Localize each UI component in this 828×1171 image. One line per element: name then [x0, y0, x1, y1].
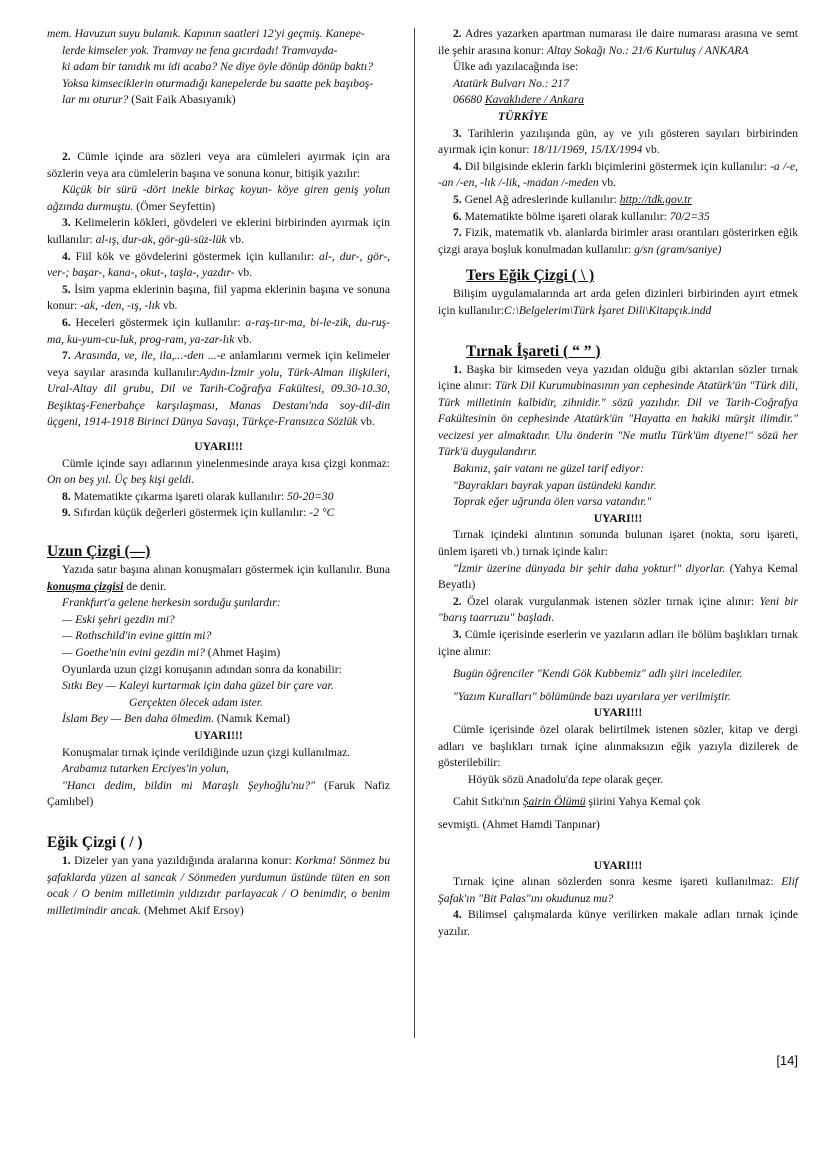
example-line: "Bayrakları bayrak yapan üstündeki kandır. — [453, 478, 657, 492]
example-text: -2 °C — [309, 506, 335, 520]
rule-suffix: vb. — [162, 299, 178, 313]
rule-text: Cümle içinde ara sözleri veya ara cümleleri ayırmak için ara sözlerin veya ara cümlelerin başına ve sonuna konur, bitişik yazılır: — [47, 149, 390, 180]
rule-number: 3. — [453, 628, 462, 641]
rule-suffix: vb. — [645, 143, 660, 157]
poem-line: Yoksa kimseciklerin oturmadığı kanepelerde bu saatte pek başıboş- — [62, 76, 374, 90]
example-text: Aydın-İzmir yolu, Türk-Alman ilişkileri, Ural-Altay dil grubu, Dil ve Tarih-Coğrafya Fakültesi, 09.30-10.30, Beşiktaş-Fenerbahçe karşılaşması, Manas Destanı'nda soy-dil-din üçgeni, 1914-1918 Birinci Dünya Savaşı, Türkçe-Fransızca Sözlük — [47, 365, 390, 429]
rule-7 — [47, 348, 390, 431]
rule-number: 9. — [62, 506, 71, 520]
section-heading-tirnak-isareti: Tırnak İşareti ( “ ” ) — [466, 342, 601, 360]
address-line: Atatürk Bulvarı No.: 217 — [453, 76, 569, 90]
right-column — [438, 26, 798, 941]
example-line-author — [47, 778, 390, 811]
rule-number: 7. — [62, 349, 71, 363]
rule-text: Bilişim uygulamalarında art arda gelen dizinleri birbirinden ayırt etmek için kullanılır: — [438, 287, 798, 317]
rule-number: 6. — [453, 209, 462, 223]
ters-rule — [438, 286, 798, 319]
rule-text: İsim yapma eklerinin başına, fiil yapma eklerinin başına ve sonuna konur: — [47, 282, 390, 313]
example-text: Küçük bir sürü -dört inekle birkaç koyun- köye giren geniş yolun ağzında durmuştu. — [47, 183, 390, 213]
url-link[interactable]: http://tdk.gov.tr — [619, 192, 692, 206]
example-author: (Ömer Seyfettin) — [136, 199, 216, 213]
rule-5 — [47, 282, 390, 315]
warning-body: Cümle içinde sayı adlarının yinelenmesinde araya kısa çizgi konmaz: — [62, 456, 390, 470]
warning-text — [47, 456, 390, 489]
example-line — [438, 794, 798, 811]
section-heading-uzun-cizgi: Uzun Çizgi (—) — [47, 543, 151, 561]
intro-text: Yazıda satır başına alınan konuşmaları göstermek için kullanılır. Buna — [62, 563, 390, 577]
rule-number: 6. — [62, 315, 71, 329]
example-text: "İzmir üzerine dünyada bir şehir daha yoktur!" diyorlar. — [453, 561, 726, 575]
dialogue-line: Sıtkı Bey — Kaleyi kurtarmak için daha güzel bir çare var. — [62, 679, 334, 693]
tirnak-rule-1 — [438, 362, 798, 462]
rule-2-example — [47, 182, 390, 215]
example-text: a-raş-tır-ma, bi-le-zik, du-ruş-ma, ku-yum-cu-luk, prog-ram, ya-zar-lık — [47, 315, 391, 346]
rule-number: 4. — [453, 159, 462, 173]
rule-text: Başka bir kimseden veya yazıdan olduğu gibi aktarılan sözler tırnak içine alınır: — [438, 362, 798, 393]
rule-number: 8. — [62, 489, 71, 503]
rule-suffix: vb. — [360, 415, 375, 429]
example-line: Toprak eğer uğrunda ölen varsa vatandır." — [453, 495, 652, 509]
warning-body: Tırnak içine alınan sözlerden sonra kesme işareti kullanılmaz: — [453, 875, 774, 889]
example-text: 18/11/1969, 15/IX/1994 — [532, 143, 643, 157]
rule-text: Fiil kök ve gövdelerini göstermek için kullanılır: — [75, 249, 315, 263]
rule-suffix: vb. — [601, 176, 617, 190]
example-line: Arabamız tutarken Erciyes'in yolun, — [62, 762, 229, 776]
left-column — [47, 26, 390, 919]
rule-text: Bilimsel çalışmalarda künye verilirken makale adları tırnak içinde yazılır. — [438, 908, 798, 938]
district-city: Kavaklıdere / Ankara — [484, 93, 585, 107]
warning-title: UYARI!!! — [194, 728, 243, 742]
egik-rule-7 — [438, 225, 798, 258]
example-text: Elif Şafak'ın "Bit Palas"ını okudunuz mu? — [438, 875, 799, 905]
example-line: — Rothschild'in evine gittin mi? — [62, 629, 212, 643]
example-text: -a /-e, -an /-en, -lık /-lik, -madan /-meden — [438, 159, 798, 190]
rule-number: 1. — [453, 362, 462, 376]
example-author: (Ahmet Haşim) — [207, 646, 281, 659]
example-author: (Mehmet Akif Ersoy) — [143, 903, 244, 917]
example-text: C:\Belgelerim\Türk İşaret Dili\Kitapçık.indd — [504, 303, 712, 317]
example-text: Höyük sözü Anadolu'da — [468, 772, 579, 786]
address-line — [438, 92, 798, 109]
rule-number: 2. — [453, 27, 462, 40]
rule-text: Kelimelerin kökleri, gövdeleri ve eklerini birbirinden ayırmak için kullanılır: — [47, 216, 390, 246]
rule-4 — [47, 249, 390, 282]
example-text: -ak, -den, -ış, -lık — [80, 299, 161, 313]
poem-line: lar mı oturur? — [62, 93, 129, 107]
rule-text: Sıfırdan küçük değerleri göstermek için kullanılır: — [73, 506, 307, 520]
example-text: "Hancı dedim, bildin mi Maraşlı Şeyhoğlu'nu?" — [62, 778, 315, 792]
rule-number: 7. — [453, 226, 462, 240]
warning-example — [438, 561, 798, 594]
example-line: Bakınız, şair vatanı ne güzel tarif ediyor: — [453, 462, 644, 476]
address-country: TÜRKİYE — [498, 109, 549, 123]
tirnak-rule-2 — [438, 594, 798, 627]
example-text: Türk Dil Kurumubinasının yan cephesinde Atatürk'ün "Türk dili, Türk milletinin kalbidir, zihnidir." sözü yazılıdır. Dil ve Tarih-Coğrafya Fakültesinin ön cephesinde Atatürk'ün "Hayatta en hakiki mürşit ilimdir." vecizesi yer almaktadır. Ulu önderin "Ne mutlu Türk'üm diyene!" sözü her Türk'ü duygulandırır. — [438, 379, 799, 459]
example-author: (Faruk Nafiz Çamlıbel) — [47, 778, 390, 809]
rule-number: 2. — [453, 594, 462, 608]
warning-text: Cümle içerisinde özel olarak belirtilmek istenen sözler, kitap ve dergi adları ve başlıkları tırnak içine alınmaksızın eğik yazıyla dizilerek de gösterilebilir: — [438, 722, 798, 770]
rule-text: Heceleri göstermek için kullanılır: — [75, 315, 241, 329]
example-emphasis: tepe — [581, 772, 602, 786]
example-line: Frankfurt'a gelene herkesin sorduğu şunlardır: — [62, 596, 281, 610]
rule-suffix: vb. — [237, 332, 252, 346]
rule-3 — [47, 215, 390, 248]
rule-text: Fizik, matematik vb. alanlarda birimler arası orantıları gösterirken eğik çizgi araya boşluk konulmadan kullanılır: — [438, 226, 798, 256]
example-line — [438, 772, 798, 789]
rule-9 — [47, 505, 390, 522]
page-number: [14] — [776, 1053, 798, 1068]
egik-rule-4 — [438, 159, 798, 192]
poem-line: ki adam bir tanıdık mı idi acaba? Ne diye öyle dönüp dönüp baktı? — [62, 60, 374, 74]
rule-text: Matematikte çıkarma işareti olarak kullanılır: — [73, 489, 285, 503]
warning-text: Konuşmalar tırnak içinde verildiğinde uzun çizgi kullanılmaz. — [62, 745, 351, 759]
warning-text — [438, 874, 798, 907]
example-line: — Eski şehri gezdin mi? — [62, 612, 175, 626]
section-heading-ters-egik-cizgi: Ters Eğik Çizgi ( \ ) — [466, 267, 595, 285]
example-text: Cahit Sıtkı'nın — [453, 795, 520, 809]
example-line: Bugün öğrenciler "Kendi Gök Kubbemiz" adlı şiiri incelediler. — [453, 667, 743, 681]
poem-last — [47, 92, 390, 109]
postal-code: 06680 — [453, 93, 482, 107]
poem-line: lerde kimseler yok. Tramvay ne fena gıcırdadı! Tramvayda- — [62, 43, 338, 57]
dialogue-line-author — [47, 711, 390, 728]
rule-text: Cümle içerisinde eserlerin ve yazıların adları ile bölüm başlıkları tırnak içine alınır: — [438, 628, 798, 658]
example-author: (Yahya Kemal Beyatlı) — [438, 561, 799, 592]
rule-8 — [47, 489, 390, 506]
rule-number: 4. — [453, 908, 462, 922]
tirnak-rule-3 — [438, 627, 798, 660]
rule-number: 1. — [62, 853, 71, 867]
rule-text: anlamlarını vermek için kelimeler veya sayılar arasında kullanılır: — [47, 349, 391, 379]
example-text: Altay Sokağı No.: 21/6 Kurtuluş / ANKARA — [546, 43, 749, 57]
warning-title: UYARI!!! — [593, 706, 643, 720]
example-author: (Namık Kemal) — [216, 712, 290, 726]
rule-suffix: vb. — [229, 232, 244, 246]
rule-number: 4. — [62, 249, 71, 263]
example-line: sevmişti. (Ahmet Hamdi Tanpınar) — [438, 817, 600, 831]
intro-text: de denir. — [126, 579, 167, 593]
example-line-author — [47, 645, 390, 662]
rule-text: Dil bilgisinde eklerin farklı biçimlerini göstermek için kullanılır: — [464, 159, 767, 173]
example-text: Yeni bir "barış taarruzu" başladı. — [438, 594, 798, 625]
rule-text: Matematikte bölme işareti olarak kullanılır: — [464, 209, 667, 223]
egik-rule-6 — [438, 209, 798, 226]
rule-text: Adres yazarken apartman numarası ile daire numarası arasına ve semt ile şehir arasına konur: — [438, 27, 798, 57]
example-text: al-, dur-, gör-, ver-; başar-, kana-, okut-, taşla-, yazdır- — [47, 249, 391, 280]
warning-title: UYARI!!! — [593, 858, 643, 872]
poem-author: (Sait Faik Abasıyanık) — [131, 93, 236, 107]
rule-6 — [47, 315, 390, 348]
rule-number: 3. — [453, 126, 462, 140]
ulke-text: Ülke adı yazılacağında ise: — [453, 60, 579, 74]
rule-number: 3. — [62, 216, 71, 230]
rule-number: 2. — [62, 149, 71, 163]
example-text: 50-20=30 — [287, 489, 334, 503]
rule-number: 5. — [62, 282, 71, 296]
example-text: al-ış, dur-ak, gör-gü-süz-lük — [95, 232, 227, 246]
egik-rule-3 — [438, 126, 798, 159]
rule-prefix: Arasında, ve, ile, ila,...-den ...-e — [74, 349, 226, 363]
poem-line: mem. Havuzun suyu bulanık. Kapının saatleri 12'yi geçmiş. Kanepe- — [47, 27, 365, 40]
egik-rule-1 — [47, 853, 390, 919]
egik-rule-5 — [438, 192, 798, 209]
warning-text: Tırnak içindeki alıntının sonunda bulunan işaret (nokta, soru işareti, ünlem işareti vb.) tırnak içinde kalır: — [438, 528, 798, 559]
example-text: İslam Bey — Ben daha ölmedim. — [62, 712, 214, 726]
section-heading-egik-cizgi: Eğik Çizgi ( / ) — [47, 833, 143, 851]
uzun-oyun: Oyunlarda uzun çizgi konuşanın adından sonra da konabilir: — [62, 662, 342, 676]
warning-title: UYARI!!! — [194, 440, 243, 454]
rule-2 — [47, 149, 390, 182]
example-text: On on beş yıl. Üç beş kişi geldi. — [47, 473, 195, 487]
example-text: — Goethe'nin evini gezdin mi? — [62, 646, 205, 659]
rule-suffix: vb. — [237, 266, 253, 280]
rule-text: Dizeler yan yana yazıldığında aralarına konur: — [74, 853, 292, 867]
example-text: Korkma! Sönmez bu şafaklarda yüzen al sancak / Sönmeden yurdumun üstünde tüten en son ocak / O benim milletimin yıldızıdır parlayacak / O benimdir, o benim milletimindir ancak. — [47, 853, 390, 917]
example-text: g/sn (gram/saniye) — [634, 242, 722, 256]
rule-number: 5. — [453, 192, 462, 206]
rule-text: Genel Ağ adreslerinde kullanılır: — [464, 192, 617, 206]
uzun-intro — [47, 562, 390, 595]
dialogue-line: Gerçekten ölecek adam ister. — [129, 695, 263, 709]
tirnak-rule-4 — [438, 907, 798, 940]
column-divider — [414, 28, 415, 1038]
example-emphasis: Şairin Ölümü — [522, 795, 586, 809]
rule-text: Tarihlerin yazılışında gün, ay ve yılı gösteren sayıları birbirinden ayırmak için konur: — [438, 126, 798, 157]
warning-title: UYARI!!! — [593, 511, 643, 525]
example-text: şiirini Yahya Kemal çok — [588, 795, 701, 809]
egik-rule-2 — [438, 26, 798, 59]
example-text: olarak geçer. — [604, 772, 664, 786]
example-line: "Yazım Kuralları" bölümünde bazı uyarılara yer verilmiştir. — [453, 689, 731, 703]
rule-text: Özel olarak vurgulanmak istenen sözler tırnak içine alınır: — [467, 594, 755, 608]
example-text: 70/2=35 — [669, 209, 710, 223]
term-highlight: konuşma çizgisi — [47, 579, 124, 593]
